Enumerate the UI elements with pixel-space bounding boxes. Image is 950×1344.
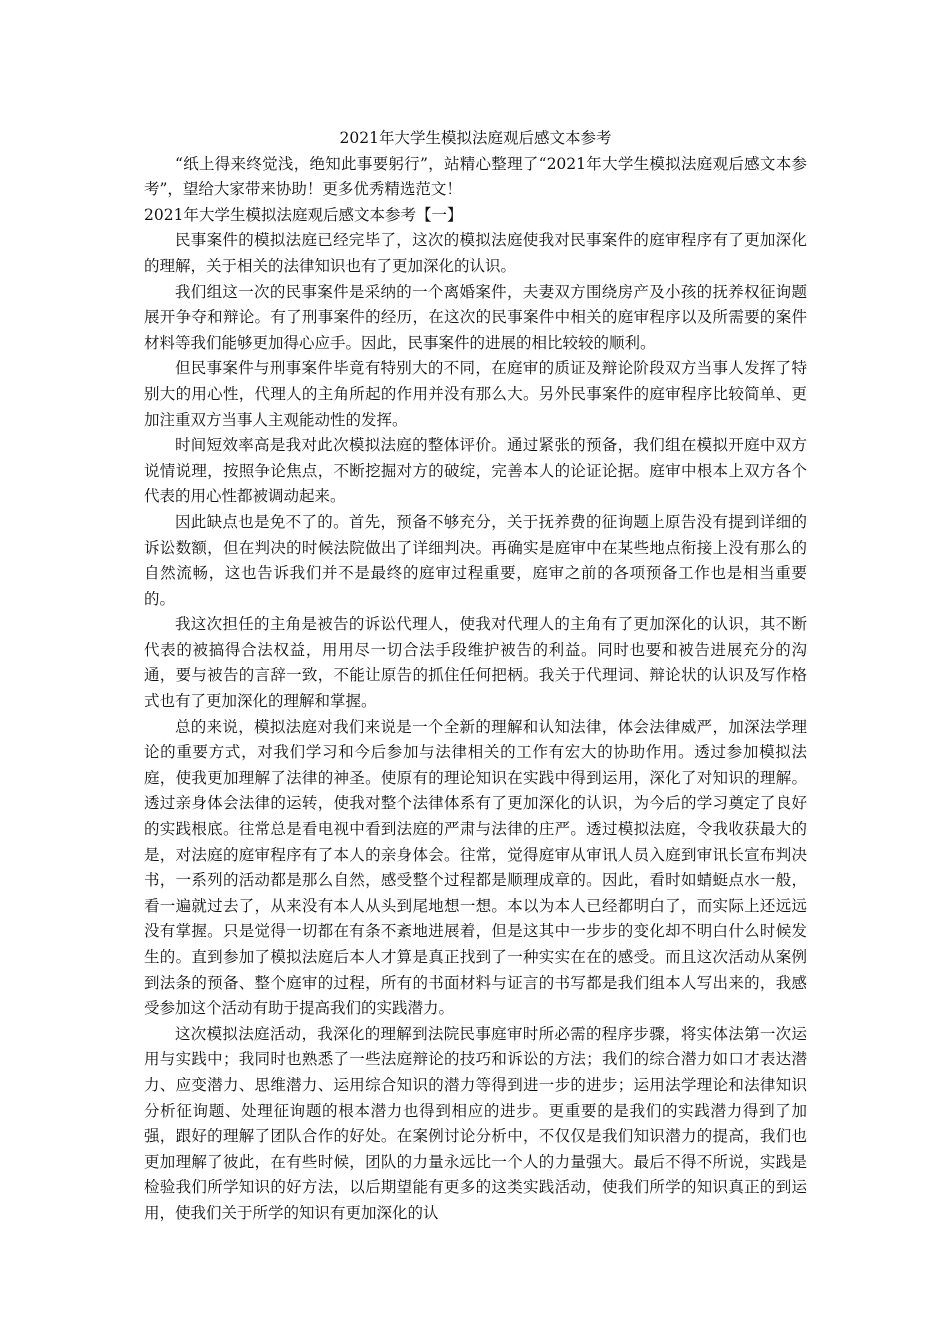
document-title: 2021年大学生模拟法庭观后感文本参考 [339,129,612,147]
body-paragraph: 时间短效率高是我对此次模拟法庭的整体评价。通过紧张的预备，我们组在模拟开庭中双方说情说理，按照争论焦点，不断挖掘对方的破绽，完善本人的论证论据。庭审中根本上双方各个代表的用心性都被调动起来。 [144,436,807,506]
body-paragraph: 总的来说，模拟法庭对我们来说是一个全新的理解和认知法律，体会法律威严，加深法学理论的重要方式，对我们学习和今后参加与法律相关的工作有宏大的协助作用。透过参加模拟法庭，使我更加理解了法律的神圣。使原有的理论知识在实践中得到运用，深化了对知识的理解。透过亲身体会法律的运转，使我对整个法律体系有了更加深化的认识，为今后的学习奠定了良好的实践根底。往常总是看电视中看到法庭的严肃与法律的庄严。透过模拟法庭，令我收获最大的是，对法庭的庭审程序有了本人的亲身体会。往常，觉得庭审从审讯人员入庭到审讯长宣布判决书，一系列的活动都是那么自然，感受整个过程都是顺理成章的。因此，看时如蜻蜓点水一般，看一遍就过去了，从来没有本人从头到尾地想一想。本以为本人已经都明白了，而实际上还远远没有掌握。只是觉得一切都在有条不紊地进展着，但是这其中一步步的变化却不明白什么时候发生的。直到参加了模拟法庭后本人才算是真正找到了一种实实在在的感受。而且这次活动从案例到法条的预备、整个庭审的过程，所有的书面材料与证言的书写都是我们组本人写出来的，我感受参加这个活动有助于提高我们的实践潜力。 [144,717,807,1018]
body-paragraph: 但民事案件与刑事案件毕竟有特别大的不同，在庭审的质证及辩论阶段双方当事人发挥了特别大的用心性，代理人的主角所起的作用并没有那么大。另外民事案件的庭审程序比较简单、更加注重双方当事人主观能动性的发挥。 [144,359,807,429]
section-heading: 2021年大学生模拟法庭观后感文本参考【一】 [144,205,463,224]
body-paragraph: 这次模拟法庭活动，我深化的理解到法院民事庭审时所必需的程序步骤，将实体法第一次运用与实践中；我同时也熟悉了一些法庭辩论的技巧和诉讼的方法；我们的综合潜力如口才表达潜力、应变潜力、思维潜力、运用综合知识的潜力等得到进一步的进步；运用法学理论和法律知识分析征询题、处理征询题的根本潜力也得到相应的进步。更重要的是我们的实践潜力得到了加强，跟好的理解了团队合作的好处。在案例讨论分析中，不仅仅是我们知识潜力的提高，我们也更加理解了彼此，在有些时候，团队的力量永远比一个人的力量强大。最后不得不所说，实践是检验我们所学知识的好方法，以后期望能有更多的这类实践活动，使我们所学的知识真正的到运用，使我们关于所学的知识有更加深化的认 [144,1024,807,1222]
intro-paragraph: “纸上得来终觉浅，绝知此事要躬行”，站精心整理了“2021年大学生模拟法庭观后感文本参考”，望给大家带来协助！更多优秀精选范文！ [144,154,807,199]
body-paragraph: 民事案件的模拟法庭已经完毕了，这次的模拟法庭使我对民事案件的庭审程序有了更加深化的理解，关于相关的法律知识也有了更加深化的认识。 [144,231,807,275]
document-page [144,126,807,1227]
body-paragraph: 我这次担任的主角是被告的诉讼代理人，使我对代理人的主角有了更加深化的认识，其不断代表的被搞得合法权益，用用尽一切合法手段维护被告的利益。同时也要和被告进展充分的沟通，要与被告的言辞一致，不能让原告的抓住任何把柄。我关于代理词、辩论状的认识及写作格式也有了更加深化的理解和掌握。 [144,615,807,711]
body-paragraph: 我们组这一次的民事案件是采纳的一个离婚案件，夫妻双方围绕房产及小孩的抚养权征询题展开争夺和辩论。有了刑事案件的经历，在这次的民事案件中相关的庭审程序以及所需要的案件材料等我们能够更加得心应手。因此，民事案件的进展的相比较较的顺利。 [144,282,807,352]
body-paragraph: 因此缺点也是免不了的。首先，预备不够充分，关于抚养费的征询题上原告没有提到详细的诉讼数额，但在判决的时候法院做出了详细判决。再确实是庭审中在某些地点衔接上没有那么的自然流畅，这也告诉我们并不是最终的庭审过程重要，庭审之前的各项预备工作也是相当重要的。 [144,512,807,608]
